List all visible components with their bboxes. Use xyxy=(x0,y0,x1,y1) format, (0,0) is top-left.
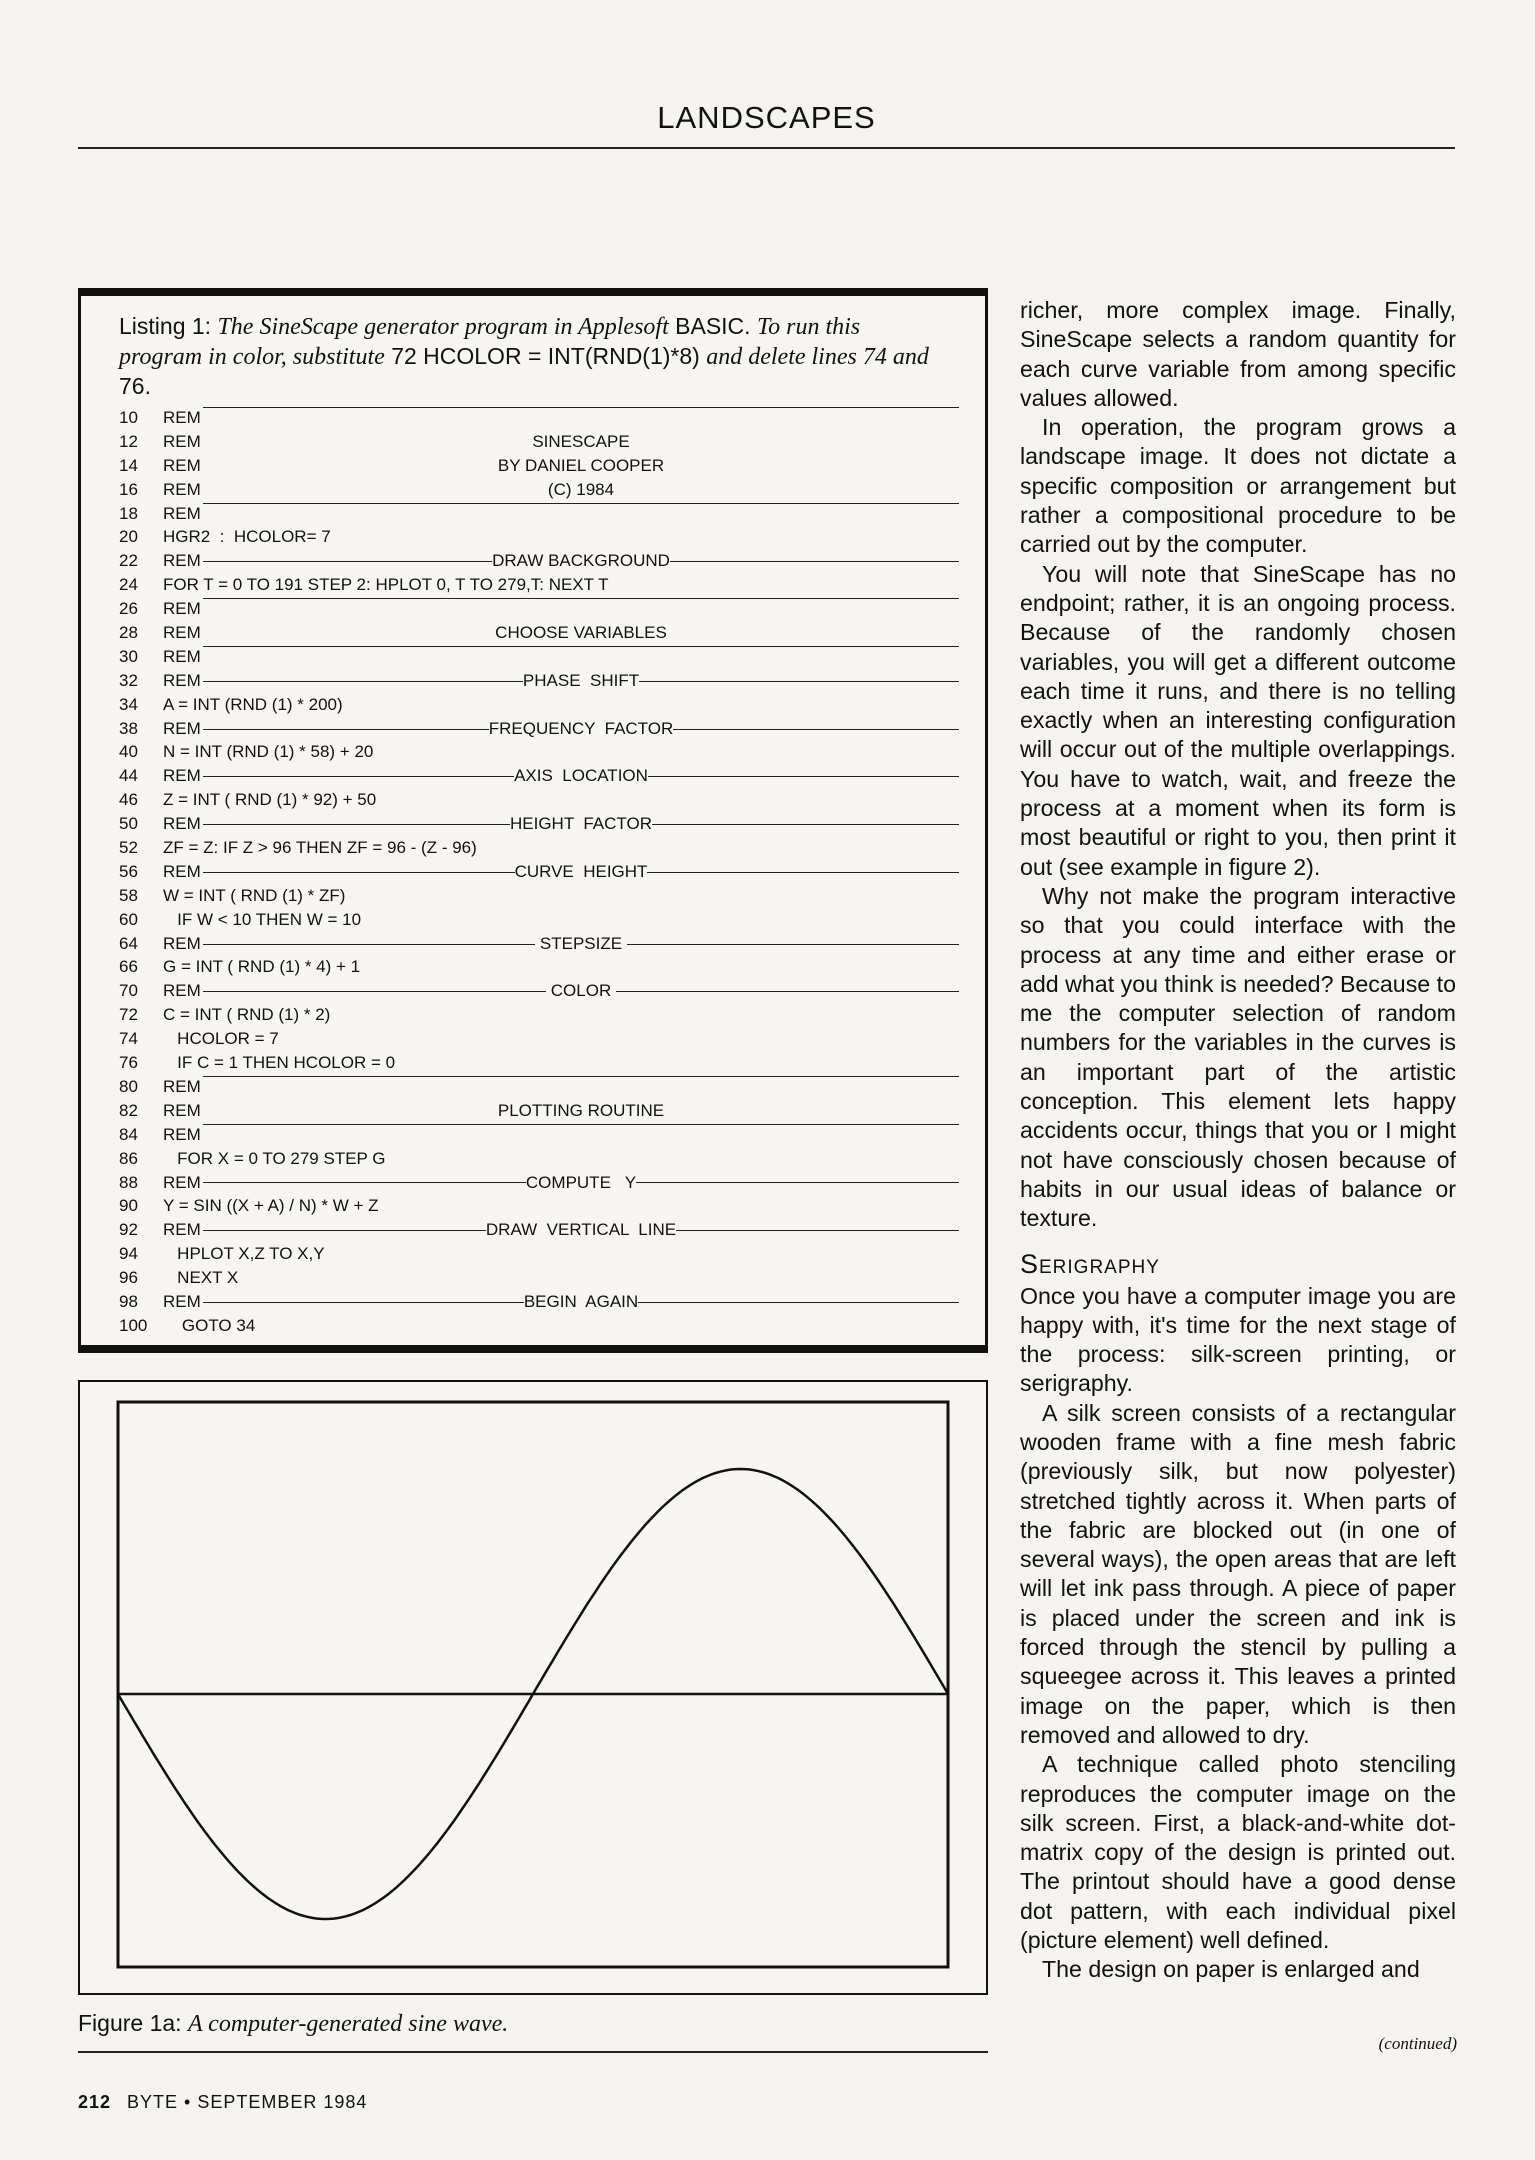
rem-label: COMPUTE Y xyxy=(525,1172,637,1192)
code-statement: NEXT X xyxy=(163,1268,239,1288)
code-listing xyxy=(119,406,959,1338)
code-line xyxy=(119,717,959,741)
line-number: 18 xyxy=(119,503,138,523)
rem-label: DRAW BACKGROUND xyxy=(492,551,670,571)
article-paragraph: A technique called photo stenciling reproduces the computer image on the silk screen. First, a black-and-white dot-matrix copy of the design is printed out. The printout should have a good dense dot pattern, with each individual pixel (picture element) well defined. xyxy=(1020,1751,1456,1954)
rem-keyword: REM xyxy=(163,1124,201,1144)
line-number: 86 xyxy=(119,1148,138,1168)
rem-keyword: REM xyxy=(163,814,201,834)
rem-keyword: REM xyxy=(163,479,201,499)
line-number: 44 xyxy=(119,766,138,786)
code-line xyxy=(119,788,959,812)
rem-label: HEIGHT FACTOR xyxy=(510,814,653,834)
rem-comment xyxy=(203,645,959,647)
code-line xyxy=(119,1266,959,1290)
rem-comment xyxy=(203,1290,959,1314)
code-statement: IF C = 1 THEN HCOLOR = 0 xyxy=(163,1053,396,1073)
line-number: 82 xyxy=(119,1100,138,1120)
figure-box xyxy=(78,1380,988,1995)
figure-rule xyxy=(78,2051,988,2053)
sine-wave-plot xyxy=(80,1382,986,1993)
header-rule xyxy=(78,147,1455,149)
article-paragraph: Once you have a computer image you are happy with, it's time for the next stage of the process: silk-screen printing, or serigraphy. xyxy=(1020,1282,1456,1397)
line-number: 40 xyxy=(119,742,138,762)
rem-comment xyxy=(203,932,959,956)
code-line xyxy=(119,1027,959,1051)
rem-comment xyxy=(203,1099,959,1123)
rem-label: SINESCAPE xyxy=(532,431,630,451)
rem-comment xyxy=(203,1123,959,1125)
rem-comment xyxy=(203,597,959,599)
rem-label: PHASE SHIFT xyxy=(522,670,640,690)
code-line xyxy=(119,1123,959,1147)
page-number: 212 xyxy=(78,2092,112,2112)
rem-label: STEPSIZE xyxy=(535,933,627,953)
code-line xyxy=(119,478,959,502)
rem-keyword: REM xyxy=(163,646,201,666)
code-statement: HPLOT X,Z TO X,Y xyxy=(163,1244,325,1264)
line-number: 84 xyxy=(119,1124,138,1144)
code-statement: W = INT ( RND (1) * ZF) xyxy=(163,885,346,905)
code-line xyxy=(119,454,959,478)
code-statement: C = INT ( RND (1) * 2) xyxy=(163,1005,331,1025)
rem-comment xyxy=(203,430,959,454)
article-paragraph: Why not make the program interactive so that you could interface with the process at any time and either erase or add what you think is needed? Because to me the computer selection of random numbers for the variables in the curves is an important part of the artistic conception. This element lets happy accidents occur, things that you or I might not have consciously chosen because of habits in our usual ideas of balance or texture. xyxy=(1020,882,1456,1232)
code-line xyxy=(119,573,959,597)
article-paragraph: In operation, the program grows a landscape image. It does not dictate a specific composition or arrangement but rather a compositional procedure to be carried out by the computer. xyxy=(1020,414,1456,558)
rem-keyword: REM xyxy=(163,861,201,881)
code-line xyxy=(119,1099,959,1123)
line-number: 80 xyxy=(119,1076,138,1096)
code-line xyxy=(119,525,959,549)
code-line xyxy=(119,549,959,573)
rem-keyword: REM xyxy=(163,408,201,427)
rem-comment xyxy=(203,764,959,788)
rem-keyword: REM xyxy=(163,1172,201,1192)
code-line xyxy=(119,597,959,621)
rem-keyword: REM xyxy=(163,981,201,1001)
line-number: 10 xyxy=(119,408,138,427)
line-number: 98 xyxy=(119,1291,138,1311)
rem-label: AXIS LOCATION xyxy=(514,766,648,786)
rem-keyword: REM xyxy=(163,623,201,643)
rem-keyword: REM xyxy=(163,551,201,571)
rem-keyword: REM xyxy=(163,1220,201,1240)
rem-comment xyxy=(203,1171,959,1195)
code-statement: N = INT (RND (1) * 58) + 20 xyxy=(163,742,374,762)
code-statement: FOR X = 0 TO 279 STEP G xyxy=(163,1148,386,1168)
code-line xyxy=(119,812,959,836)
rem-label: COLOR xyxy=(546,981,616,1001)
rem-label: (C) 1984 xyxy=(547,479,615,499)
line-number: 34 xyxy=(119,694,138,714)
line-number: 96 xyxy=(119,1268,138,1288)
line-number: 16 xyxy=(119,479,138,499)
listing-caption-italic-1: The SineScape generator program in Applesoft xyxy=(217,314,669,340)
rem-keyword: REM xyxy=(163,766,201,786)
rem-comment xyxy=(203,502,959,504)
code-line xyxy=(119,764,959,788)
line-number: 92 xyxy=(119,1220,138,1240)
figure-label: Figure 1a: xyxy=(78,2010,182,2036)
code-line xyxy=(119,908,959,932)
listing-caption-italic-3: and delete lines 74 and xyxy=(706,344,929,370)
rem-keyword: REM xyxy=(163,718,201,738)
line-number: 64 xyxy=(119,933,138,953)
code-line xyxy=(119,1290,959,1314)
listing-caption-italic-2: To run this program in color, substitute xyxy=(119,314,861,370)
line-number: 90 xyxy=(119,1196,138,1216)
article-paragraph: You will note that SineScape has no endpoint; rather, it is an ongoing process. Because of the randomly chosen variables, you will get a different outcome each time it runs, and there is no telling exactly when an interesting configuration will occur out of the multiple overlappings. You have to watch, wait, and freeze the process at a moment when its form is most beautiful or right to you, then print it out (see example in figure 2). xyxy=(1020,560,1456,880)
code-line xyxy=(119,1218,959,1242)
rem-label: FREQUENCY FACTOR xyxy=(488,718,674,738)
line-number: 30 xyxy=(119,646,138,666)
running-header: LANDSCAPES xyxy=(657,100,876,135)
line-number: 38 xyxy=(119,718,138,738)
rem-label: BY DANIEL COOPER xyxy=(497,455,665,475)
rem-label: CURVE HEIGHT xyxy=(514,861,648,881)
line-number: 50 xyxy=(119,814,138,834)
code-statement: ZF = Z: IF Z > 96 THEN ZF = 96 - (Z - 96) xyxy=(163,838,477,858)
line-number: 46 xyxy=(119,790,138,810)
plot-frame xyxy=(118,1402,948,1967)
code-line xyxy=(119,979,959,1003)
continued-note: (continued) xyxy=(1378,2034,1457,2053)
rem-keyword: REM xyxy=(163,599,201,619)
line-number: 26 xyxy=(119,599,138,619)
code-line xyxy=(119,669,959,693)
figure-caption-text: A computer-generated sine wave. xyxy=(187,2011,509,2037)
line-number: 32 xyxy=(119,670,138,690)
line-number: 94 xyxy=(119,1244,138,1264)
code-line xyxy=(119,1147,959,1171)
code-line xyxy=(119,502,959,526)
rem-comment xyxy=(203,812,959,836)
article-column xyxy=(1020,296,1456,1985)
rem-comment xyxy=(203,621,959,645)
rem-keyword: REM xyxy=(163,1100,201,1120)
code-statement: GOTO 34 xyxy=(163,1315,256,1335)
code-statement: HCOLOR = 7 xyxy=(163,1029,279,1049)
line-number: 72 xyxy=(119,1005,138,1025)
code-statement: HGR2 : HCOLOR= 7 xyxy=(163,527,331,547)
article-paragraph: richer, more complex image. Finally, SineScape selects a random quantity for each curve variable from among specific values allowed. xyxy=(1020,297,1456,411)
line-number: 70 xyxy=(119,981,138,1001)
line-number: 14 xyxy=(119,455,138,475)
listing-caption xyxy=(119,312,939,401)
code-statement: IF W < 10 THEN W = 10 xyxy=(163,909,362,929)
rem-comment xyxy=(203,406,959,408)
code-line xyxy=(119,932,959,956)
article-paragraph: A silk screen consists of a rectangular wooden frame with a fine mesh fabric (previously silk, but now polyester) stretched tightly across it. When parts of the fabric are blocked out (in one of several ways), the open areas that are left will let ink pass through. A piece of paper is placed under the screen and ink is forced through the stencil by pulling a squeegee across it. This leaves a printed image on the paper, which is then removed and allowed to dry. xyxy=(1020,1399,1456,1748)
rem-comment xyxy=(203,454,959,478)
code-line xyxy=(119,430,959,454)
listing-caption-normal-1: BASIC. xyxy=(675,313,751,339)
rem-keyword: REM xyxy=(163,503,201,523)
code-line xyxy=(119,1051,959,1075)
line-number: 56 xyxy=(119,861,138,881)
line-number: 60 xyxy=(119,909,138,929)
line-number: 20 xyxy=(119,527,138,547)
line-number: 66 xyxy=(119,957,138,977)
rem-comment xyxy=(203,1218,959,1242)
code-line xyxy=(119,1194,959,1218)
code-line xyxy=(119,1314,959,1338)
rem-keyword: REM xyxy=(163,455,201,475)
listing-caption-normal-3: 76. xyxy=(119,373,151,399)
rem-comment xyxy=(203,979,959,1003)
code-statement: Y = SIN ((X + A) / N) * W + Z xyxy=(163,1196,379,1216)
rem-comment xyxy=(203,549,959,573)
code-line xyxy=(119,836,959,860)
rem-label: DRAW VERTICAL LINE xyxy=(485,1220,677,1240)
rem-comment xyxy=(203,478,959,502)
rem-keyword: REM xyxy=(163,431,201,451)
code-line xyxy=(119,621,959,645)
article-paragraphs-2 xyxy=(1020,1282,1456,1985)
code-statement: G = INT ( RND (1) * 4) + 1 xyxy=(163,957,361,977)
line-number: 24 xyxy=(119,575,138,595)
line-number: 88 xyxy=(119,1172,138,1192)
code-line xyxy=(119,860,959,884)
line-number: 74 xyxy=(119,1029,138,1049)
listing-label: Listing 1: xyxy=(119,313,212,339)
code-line xyxy=(119,645,959,669)
page-footer xyxy=(78,2092,367,2113)
code-line xyxy=(119,693,959,717)
code-line xyxy=(119,884,959,908)
listing-box xyxy=(78,288,988,1353)
rem-label: CHOOSE VARIABLES xyxy=(495,623,667,643)
line-number: 28 xyxy=(119,623,138,643)
line-number: 22 xyxy=(119,551,138,571)
listing-caption-normal-2: 72 HCOLOR = INT(RND(1)*8) xyxy=(391,343,700,369)
code-line xyxy=(119,1003,959,1027)
article-paragraphs-1 xyxy=(1020,296,1456,1234)
rem-label: BEGIN AGAIN xyxy=(523,1291,639,1311)
code-statement: Z = INT ( RND (1) * 92) + 50 xyxy=(163,790,377,810)
line-number: 58 xyxy=(119,885,138,905)
code-line xyxy=(119,740,959,764)
figure-caption xyxy=(78,2010,508,2038)
rem-label: PLOTTING ROUTINE xyxy=(497,1100,665,1120)
rem-comment xyxy=(203,669,959,693)
rem-keyword: REM xyxy=(163,1291,201,1311)
magazine-issue: BYTE • SEPTEMBER 1984 xyxy=(127,2092,368,2112)
code-line xyxy=(119,1242,959,1266)
rem-keyword: REM xyxy=(163,933,201,953)
code-line xyxy=(119,1075,959,1099)
section-heading: Serigraphy xyxy=(1020,1248,1160,1279)
code-statement: FOR T = 0 TO 191 STEP 2: HPLOT 0, T TO 279,T: NEXT T xyxy=(163,575,609,595)
rem-comment xyxy=(203,860,959,884)
code-statement: A = INT (RND (1) * 200) xyxy=(163,694,343,714)
line-number: 52 xyxy=(119,838,138,858)
line-number: 100 xyxy=(119,1315,148,1335)
rem-comment xyxy=(203,1075,959,1077)
article-paragraph: The design on paper is enlarged and xyxy=(1042,1956,1420,1983)
line-number: 76 xyxy=(119,1053,138,1073)
rem-comment xyxy=(203,717,959,741)
code-line xyxy=(119,406,959,430)
rem-keyword: REM xyxy=(163,1076,201,1096)
rem-keyword: REM xyxy=(163,670,201,690)
code-line xyxy=(119,955,959,979)
line-number: 12 xyxy=(119,431,138,451)
code-line xyxy=(119,1171,959,1195)
